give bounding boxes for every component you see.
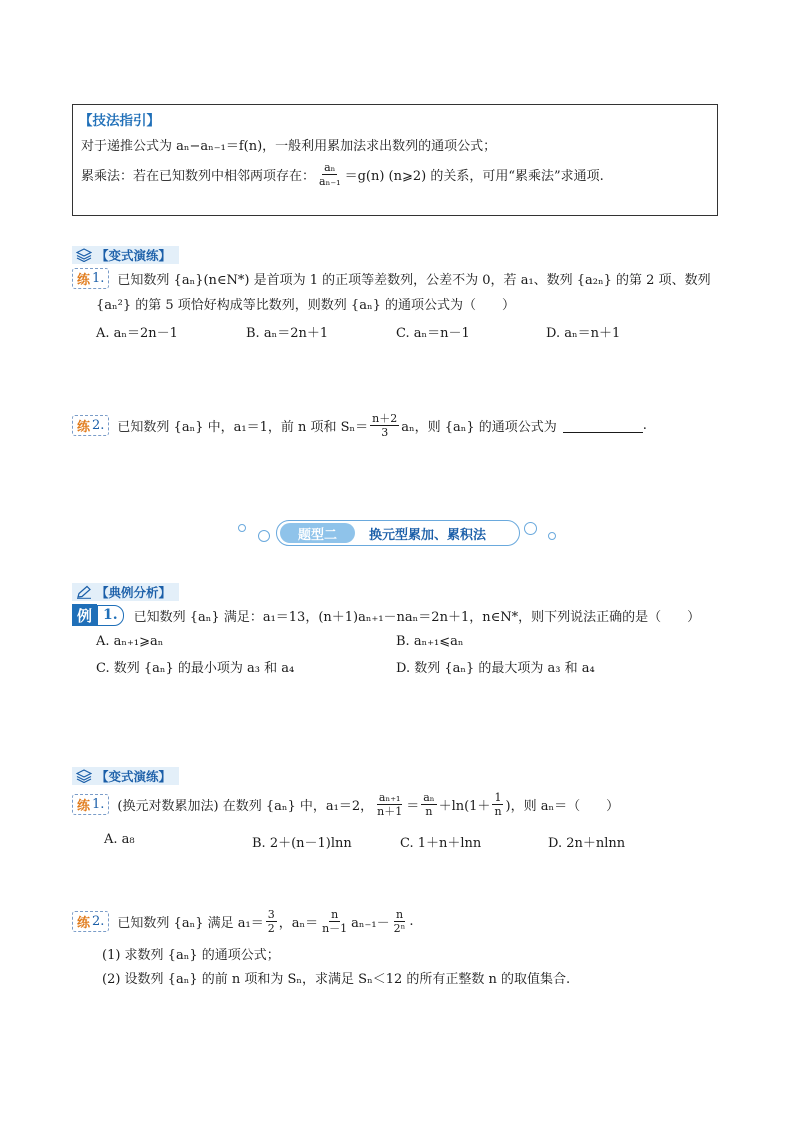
practice-4-subquestion-1: (1) 求数列 {aₙ} 的通项公式； [102, 948, 280, 963]
variant-practice-text-2: 【变式演练】 [96, 769, 172, 784]
option-a[interactable]: A. aₙ＝2n－1 [96, 326, 178, 341]
fraction-1 [266, 908, 277, 935]
topic-banner [276, 520, 520, 546]
layers-icon [76, 769, 92, 783]
ratio-denominator: aₙ₋₁ [319, 175, 341, 188]
example-analysis-label [72, 583, 179, 601]
practice-badge-2 [72, 415, 109, 436]
option-a[interactable]: A. a₈ [104, 832, 135, 847]
decor-circle [258, 530, 270, 542]
answer-blank[interactable] [563, 418, 643, 433]
example-number: 1. [97, 605, 124, 626]
example-option-d[interactable]: D. 数列 {aₙ} 的最大项为 a₃ 和 a₄ [396, 661, 595, 676]
line2-prefix: 累乘法：若在已知数列中相邻两项存在： [81, 169, 316, 184]
sum-fraction [370, 412, 399, 439]
fraction-1-numerator: 3 [267, 908, 275, 921]
practice-number: 1. [92, 271, 105, 286]
practice-1-text-line1: 已知数列 {aₙ}(n∈N*) 是首项为 1 的正项等差数列，公差不为 0，若 a₁、数列 {a₂ₙ} 的第 2 项、数列 [117, 273, 711, 288]
practice-number: 2. [92, 418, 105, 433]
practice-2-prefix: 已知数列 {aₙ} 中，a₁＝1，前 n 项和 Sₙ＝ [117, 420, 369, 435]
practice-3-line [72, 791, 619, 818]
decor-circle [524, 522, 537, 535]
fraction-2-numerator: aₙ [423, 791, 435, 804]
option-c[interactable]: C. 1＋n＋lnn [400, 836, 482, 851]
option-d[interactable]: D. aₙ＝n＋1 [546, 326, 621, 341]
fraction-1-denominator: 2 [267, 922, 275, 935]
technique-guide-line1: 对于递推公式为 aₙ−aₙ₋₁＝f(n)，一般利用累加法求出数列的通项公式； [81, 139, 497, 154]
fraction-2 [421, 791, 436, 818]
drum-icon: 练 [77, 799, 91, 814]
practice-number: 2. [92, 914, 105, 929]
technique-guide-box [72, 104, 718, 216]
practice-badge-4 [72, 911, 109, 932]
practice-3-suffix: )，则 aₙ＝（ ） [505, 799, 620, 814]
decor-circle [548, 532, 556, 540]
option-d[interactable]: D. 2n＋nlnn [548, 836, 626, 851]
option-b[interactable]: B. aₙ＝2n＋1 [246, 326, 329, 341]
ratio-fraction [317, 161, 343, 188]
decor-circle [238, 524, 246, 532]
example-option-c[interactable]: C. 数列 {aₙ} 的最小项为 a₃ 和 a₄ [96, 661, 295, 676]
option-b[interactable]: B. 2＋(n－1)lnn [252, 836, 352, 851]
example-option-a[interactable]: A. aₙ₊₁⩾aₙ [96, 634, 164, 649]
fraction-3 [392, 908, 408, 935]
practice-4-prefix: 已知数列 {aₙ} 满足 a₁＝ [117, 916, 264, 931]
example-badge [72, 604, 124, 626]
practice-1-text-line2: {aₙ²} 的第 5 项恰好构成等比数列，则数列 {aₙ} 的通项公式为（ ） [96, 298, 515, 313]
recurrence-start: ，aₙ＝ [278, 916, 319, 931]
line2-suffix: ＝g(n) (n⩾2) 的关系，可用“累乘法”求通项. [344, 169, 604, 184]
example-1-text: 已知数列 {aₙ} 满足：a₁＝13，(n＋1)aₙ₊₁－naₙ＝2n＋1，n∈N*，则下列说法正确的是（ ） [133, 609, 701, 625]
fraction-3-denominator: n [494, 805, 502, 818]
sum-fraction-denominator: 3 [381, 426, 389, 439]
variant-practice-label-1 [72, 246, 179, 264]
example-1-line [72, 604, 700, 626]
practice-number: 1. [92, 797, 105, 812]
practice-3-prefix: (换元对数累加法) 在数列 {aₙ} 中，a₁＝2， [117, 799, 374, 814]
example-option-b[interactable]: B. aₙ₊₁⩽aₙ [396, 634, 464, 649]
technique-guide-line2 [81, 161, 604, 188]
practice-2-end: . [642, 418, 647, 433]
practice-2-line [72, 412, 647, 439]
fraction-1-denominator: n＋1 [377, 805, 403, 818]
fraction-3-numerator: 1 [494, 791, 502, 804]
drum-icon: 练 [77, 420, 91, 435]
fraction-2 [320, 908, 349, 935]
practice-2-suffix: aₙ，则 {aₙ} 的通项公式为 [401, 420, 557, 435]
practice-badge-1 [72, 268, 109, 289]
fraction-2-denominator: n [425, 805, 433, 818]
practice-4-line [72, 908, 414, 935]
ratio-numerator: aₙ [324, 161, 336, 174]
sum-fraction-numerator: n＋2 [372, 412, 398, 425]
option-c[interactable]: C. aₙ＝n－1 [396, 326, 470, 341]
practice-badge-3 [72, 794, 109, 815]
drum-icon: 练 [77, 916, 91, 931]
practice-4-suffix: . [409, 914, 414, 929]
log-term: ＋ln(1＋ [438, 799, 491, 814]
fraction-3-denominator: 2ⁿ [393, 922, 406, 935]
fraction-2-denominator: n－1 [322, 922, 348, 935]
topic-title: 换元型累加、累积法 [369, 527, 487, 543]
pencil-icon [76, 585, 92, 599]
variant-practice-text-1: 【变式演练】 [96, 248, 172, 263]
practice-1-line1 [72, 268, 711, 289]
fraction-2-numerator: n [331, 908, 339, 921]
variant-practice-label-2 [72, 767, 179, 785]
drum-icon: 练 [77, 273, 91, 288]
example-analysis-text: 【典例分析】 [96, 585, 172, 600]
technique-guide-title: 【技法指引】 [79, 113, 160, 129]
fraction-1-numerator: aₙ₊₁ [378, 791, 401, 804]
fraction-1 [375, 791, 404, 818]
fraction-3 [492, 791, 503, 818]
example-label: 例 [72, 604, 97, 626]
practice-4-subquestion-2: (2) 设数列 {aₙ} 的前 n 项和为 Sₙ，求满足 Sₙ＜12 的所有正整数 n 的取值集合. [102, 972, 571, 987]
equals-sign: ＝ [406, 799, 420, 814]
fraction-3-numerator: n [395, 908, 404, 921]
layers-icon [76, 248, 92, 262]
topic-number: 题型二 [280, 523, 355, 543]
recurrence-middle: aₙ₋₁－ [351, 916, 390, 931]
